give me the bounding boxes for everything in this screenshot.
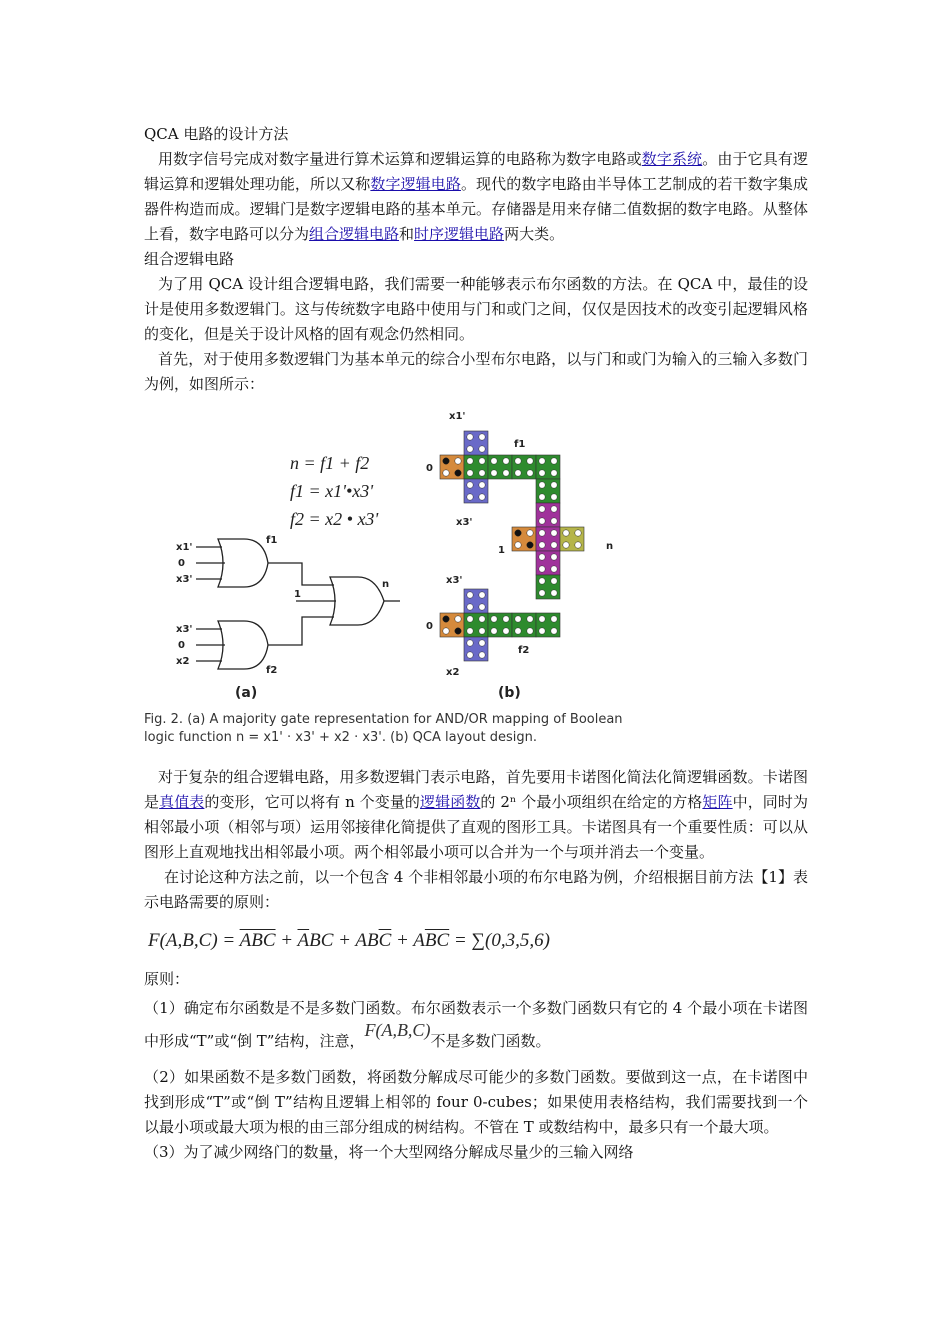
paragraph-method-intro: 在讨论这种方法之前，以一个包含 4 个非相邻最小项的布尔电路为例，介绍根据目前方法【1】表示电路需要的原则：	[144, 868, 808, 911]
qca-dot	[479, 446, 485, 452]
qca-dot	[479, 494, 485, 500]
qca-dot	[551, 530, 557, 536]
qca-dot	[479, 604, 485, 610]
qca-dot	[551, 566, 557, 572]
qca-dot	[539, 470, 545, 476]
qca-dot	[539, 542, 545, 548]
qca-dot	[539, 554, 545, 560]
qca-dot	[467, 628, 473, 634]
qca-dot	[455, 458, 461, 464]
a-in-x3a: x3'	[176, 574, 193, 585]
qca-dot	[479, 434, 485, 440]
qca-dot	[551, 458, 557, 464]
qca-dot	[443, 470, 449, 476]
qca-dot	[443, 628, 449, 634]
figure-majority-gate	[144, 407, 808, 745]
qca-dot	[563, 530, 569, 536]
a-n: n	[382, 579, 390, 590]
qca-dot	[527, 616, 533, 622]
b-zero1: 0	[426, 463, 433, 474]
figure-caption-line2: logic function n = x1' · x3' + x2 · x3'. (b) QCA layout design.	[144, 730, 537, 745]
a-in-x1: x1'	[176, 542, 193, 553]
a-in-x2: x2	[176, 656, 190, 667]
qca-dot	[479, 652, 485, 658]
qca-dot	[551, 482, 557, 488]
qca-dot	[467, 616, 473, 622]
label-b: (b)	[498, 685, 521, 701]
a-f1: f1	[266, 535, 278, 546]
qca-dot	[539, 578, 545, 584]
qca-dot	[467, 446, 473, 452]
qca-dot	[467, 470, 473, 476]
qca-dot	[551, 470, 557, 476]
qca-dot	[539, 566, 545, 572]
qca-dot	[467, 494, 473, 500]
link-digital-logic-circuit[interactable]: 数字逻辑电路	[370, 175, 461, 193]
and-gate-bottom	[218, 621, 268, 669]
principle-3: （3）为了减少网络门的数量，将一个大型网络分解成尽量少的三输入网络	[144, 1143, 634, 1161]
qca-dot	[527, 470, 533, 476]
label-a: (a)	[235, 685, 258, 701]
qca-dot	[467, 640, 473, 646]
link-sequential-circuit[interactable]: 时序逻辑电路	[414, 225, 505, 243]
paragraph-example-intro: 首先，对于使用多数逻辑门为基本单元的综合小型布尔电路，以与门和或门为输入的三输入多数门为例，如图所示：	[144, 350, 808, 393]
paragraph-qca-majority: 为了用 QCA 设计组合逻辑电路，我们需要一种能够表示布尔函数的方法。在 QCA 中，最佳的设计是使用多数逻辑门。这与传统数字电路中使用与门和或门之间，仅仅是因技术的改变引起逻辑风格的变化，但是关于设计风格的固有观念仍然相同。	[144, 275, 808, 343]
a-in-0b: 0	[178, 640, 185, 651]
qca-dot	[551, 518, 557, 524]
qca-dot	[479, 640, 485, 646]
qca-dot	[467, 458, 473, 464]
b-x2: x2	[446, 667, 460, 678]
doc-title: QCA 电路的设计方法	[144, 125, 289, 143]
qca-dot	[551, 554, 557, 560]
qca-dot	[515, 530, 521, 536]
qca-dot	[551, 494, 557, 500]
qca-dot	[503, 616, 509, 622]
qca-dot	[515, 470, 521, 476]
qca-dot	[455, 616, 461, 622]
qca-dot	[527, 628, 533, 634]
qca-dot	[455, 628, 461, 634]
eq-f2: f2 = x2 • x3'	[290, 509, 379, 529]
qca-dot	[551, 628, 557, 634]
qca-dot	[479, 616, 485, 622]
b-zero2: 0	[426, 621, 433, 632]
qca-dot	[491, 458, 497, 464]
qca-dot	[515, 628, 521, 634]
majority-gate	[330, 577, 384, 625]
qca-dot	[503, 628, 509, 634]
qca-dot	[575, 530, 581, 536]
qca-dot	[551, 590, 557, 596]
qca-dot	[467, 652, 473, 658]
qca-dot	[539, 458, 545, 464]
qca-dot	[551, 616, 557, 622]
qca-layout	[440, 431, 584, 661]
qca-dot	[467, 434, 473, 440]
eq-f1: f1 = x1'•x3'	[290, 481, 374, 501]
qca-dot	[539, 628, 545, 634]
b-one: 1	[498, 545, 505, 556]
document-page	[144, 122, 808, 1165]
qca-dot	[491, 616, 497, 622]
qca-dot	[503, 458, 509, 464]
qca-dot	[467, 604, 473, 610]
qca-dot	[563, 542, 569, 548]
principles-title: 原则：	[144, 970, 190, 988]
qca-dot	[479, 592, 485, 598]
principle-2: （2）如果函数不是多数门函数，将函数分解成尽可能少的多数门函数。要做到这一点，在卡诺图中找到形成“T”或“倒 T”结构且逻辑上相邻的 four 0-cubes；如果使用表格结构，我们需要找到一个以最小项或最大项为根的由三部分组成的树结构。不管在 T 或数结构中，最多只有一个最大项。	[144, 1068, 808, 1136]
link-digital-system[interactable]: 数字系统	[641, 150, 703, 168]
qca-dot	[539, 530, 545, 536]
b-x3b: x3'	[446, 575, 463, 586]
a-in-0a: 0	[178, 558, 185, 569]
qca-dot	[455, 470, 461, 476]
qca-dot	[479, 458, 485, 464]
paragraph-digital-circuits: 用数字信号完成对数字量进行算术运算和逻辑运算的电路称为数字电路或数字系统。由于它具有逻辑运算和逻辑处理功能，所以又称数字逻辑电路。现代的数字电路由半导体工艺制成的若干数字集成器件构造而成。逻辑门是数字逻辑电路的基本单元。存储器是用来存储二值数据的数字电路。从整体上看，数字电路可以分为组合逻辑电路和时序逻辑电路两大类。	[144, 150, 808, 243]
qca-dot	[443, 616, 449, 622]
qca-dot	[539, 506, 545, 512]
link-matrix[interactable]: 矩阵	[702, 793, 733, 811]
a-x1: x1'	[449, 411, 466, 422]
qca-dot	[491, 470, 497, 476]
qca-dot	[551, 506, 557, 512]
qca-dot	[575, 542, 581, 548]
a-f2: f2	[266, 665, 278, 676]
eq-n: n = f1 + f2	[290, 453, 370, 473]
qca-dot	[479, 482, 485, 488]
qca-dot	[467, 482, 473, 488]
qca-dot	[515, 458, 521, 464]
qca-dot	[491, 628, 497, 634]
link-logic-function[interactable]: 逻辑函数	[420, 793, 481, 811]
a-one: 1	[294, 589, 301, 600]
b-f2: f2	[518, 645, 530, 656]
paragraph-karnaugh: 对于复杂的组合逻辑电路，用多数逻辑门表示电路，首先要用卡诺图化简法化简逻辑函数。卡诺图是真值表的变形，它可以将有 n 个变量的逻辑函数的 2ⁿ 个最小项组织在给定的方格矩阵中，同时为相邻最小项（相邻与项）运用邻接律化简提供了直观的图形工具。卡诺图具有一个重要性质：可以从图形上直观地找出相邻最小项。两个相邻最小项可以合并为一个与项并消去一个变量。	[144, 768, 808, 861]
qca-dot	[503, 470, 509, 476]
principle-1: （1）确定布尔函数是不是多数门函数。布尔函数表示一个多数门函数只有它的 4 个最小项在卡诺图中形成“T”或“倒 T”结构，注意，F(A,B,C)不是多数门函数。	[144, 999, 808, 1050]
qca-dot	[539, 616, 545, 622]
qca-dot	[539, 494, 545, 500]
qca-dot	[551, 578, 557, 584]
boolean-formula: $F(A,B,C) = \overline{ABC} + \overline{A}BC + AB\overline{C} + A\overline{B}\overline{C} = \sum(0,3,5,6)$	[148, 930, 550, 951]
qca-dot	[479, 470, 485, 476]
b-x3a: x3'	[456, 517, 473, 528]
section-heading: 组合逻辑电路	[144, 250, 235, 268]
qca-dot	[539, 518, 545, 524]
qca-dot	[527, 458, 533, 464]
figure-svg	[144, 407, 808, 707]
b-f1: f1	[514, 439, 526, 450]
b-n: n	[606, 541, 614, 552]
qca-dot	[539, 482, 545, 488]
qca-dot	[527, 530, 533, 536]
link-truth-table[interactable]: 真值表	[159, 793, 205, 811]
qca-dot	[515, 542, 521, 548]
a-in-x3b: x3'	[176, 624, 193, 635]
qca-dot	[551, 542, 557, 548]
qca-dot	[527, 542, 533, 548]
qca-dot	[515, 616, 521, 622]
qca-dot	[539, 590, 545, 596]
and-gate-top	[218, 539, 268, 587]
link-combinational-circuit[interactable]: 组合逻辑电路	[309, 225, 400, 243]
figure-caption-line1: Fig. 2. (a) A majority gate representation for AND/OR mapping of Boolean	[144, 712, 623, 727]
qca-dot	[467, 592, 473, 598]
qca-dot	[479, 628, 485, 634]
qca-dot	[443, 458, 449, 464]
